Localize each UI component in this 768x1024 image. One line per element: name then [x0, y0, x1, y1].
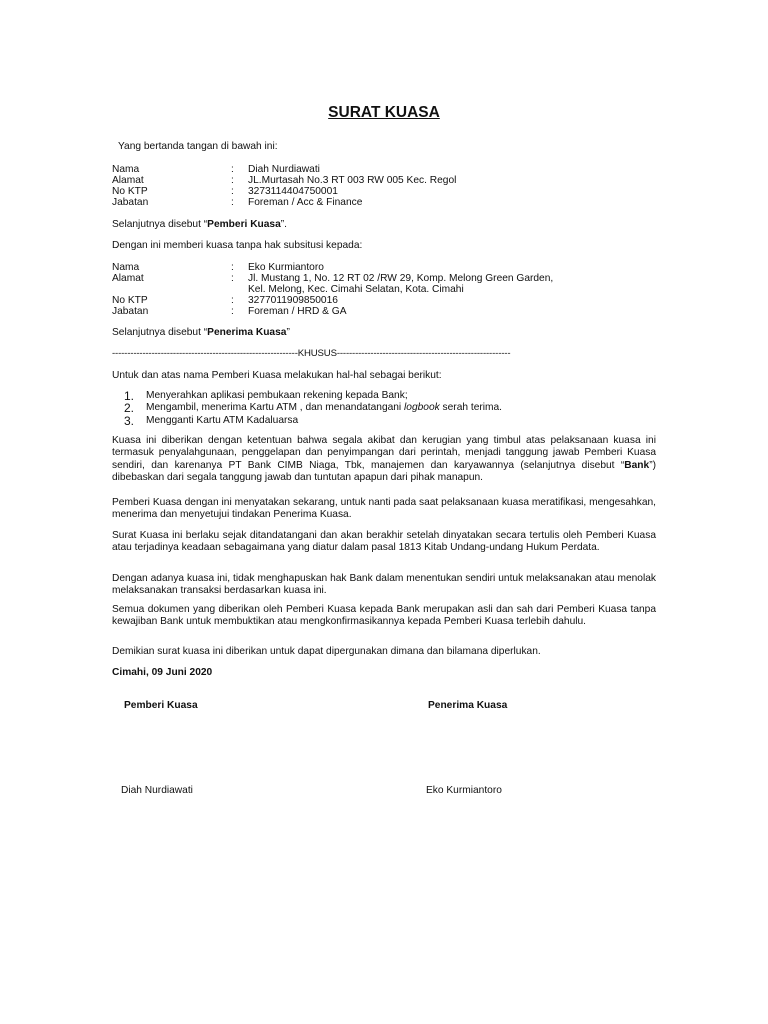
giver-name-value: Diah Nurdiawati [248, 164, 320, 175]
paragraph-documents: Semua dokumen yang diberikan oleh Pemberi Kuasa kepada Bank merupakan asli dan sah dari Pemberi Kuasa tanpa kewajiban Bank untuk membuktikan atau mengkonfirmasikannya kepada Pemberi Kuasa terlebih dahulu. [112, 604, 656, 628]
khusus-divider: -------------------------------------------------------------KHUSUS--------------------------------------------------------- [112, 348, 511, 359]
receiver-designation-bold: Penerima Kuasa [207, 327, 287, 338]
field-label: Alamat [112, 273, 144, 284]
bank-bold: Bank [624, 459, 650, 471]
receiver-address-line2: Kel. Melong, Kec. Cimahi Selatan, Kota. Cimahi [248, 284, 464, 295]
paragraph-ratification: Pemberi Kuasa dengan ini menyatakan sekarang, untuk nanti pada saat pelaksanaan kuasa meratifikasi, mengesahkan, menerima dan menyetujui tindakan Penerima Kuasa. [112, 497, 656, 521]
field-colon: : [231, 295, 234, 306]
giver-position-value: Foreman / Acc & Finance [248, 197, 363, 208]
paragraph-liability: Kuasa ini diberikan dengan ketentuan bahwa segala akibat dan kerugian yang timbul atas pelaksanaan kuasa ini termasuk penyalahgunaan, penggelapan dan penyimpangan dari perintah, menjadi tanggung jawab Pemberi Kuasa sendiri, dan karenanya PT Bank CIMB Niaga, Tbk, manajemen dan karyawannya (selanjutnya disebut “Bank”) dibebaskan dari segala tanggung jawab dan tuntutan apapun dari pihak manapun. [112, 435, 656, 484]
purpose-text: Untuk dan atas nama Pemberi Kuasa melakukan hal-hal sebagai berikut: [112, 370, 442, 381]
field-colon: : [231, 306, 234, 317]
field-label: No KTP [112, 295, 148, 306]
list-number: 2. [124, 401, 135, 416]
giver-address-value: JL.Murtasah No.3 RT 003 RW 005 Kec. Regol [248, 175, 457, 186]
transfer-text: Dengan ini memberi kuasa tanpa hak subsitusi kepada: [112, 240, 363, 251]
receiver-position-value: Foreman / HRD & GA [248, 306, 347, 317]
place-date: Cimahi, 09 Juni 2020 [112, 667, 213, 678]
receiver-designation: Selanjutnya disebut “Penerima Kuasa” [112, 327, 290, 338]
field-colon: : [231, 197, 234, 208]
list-text: Mengganti Kartu ATM Kadaluarsa [146, 414, 299, 426]
field-label: No KTP [112, 186, 148, 197]
field-colon: : [231, 175, 234, 186]
giver-designation: Selanjutnya disebut “Pemberi Kuasa”. [112, 219, 288, 230]
field-colon: : [231, 164, 234, 175]
field-colon: : [231, 262, 234, 273]
list-number: 1. [124, 389, 135, 403]
closing-text: Demikian surat kuasa ini diberikan untuk dapat dipergunakan dimana dan bilamana diperlukan. [112, 646, 541, 657]
receiver-ktp-value: 3277011909850016 [248, 295, 338, 306]
field-label: Jabatan [112, 306, 149, 317]
field-label: Jabatan [112, 197, 149, 208]
signature-name-receiver: Eko Kurmiantoro [426, 785, 502, 796]
paragraph-bank-rights: Dengan adanya kuasa ini, tidak menghapuskan hak Bank dalam menentukan sendiri untuk melaksanakan atau menolak melaksanakan transaksi berdasarkan kuasa ini. [112, 573, 656, 597]
signature-role-receiver: Penerima Kuasa [428, 700, 508, 711]
document-title: SURAT KUASA [328, 104, 440, 121]
field-colon: : [231, 273, 234, 284]
list-text: Menyerahkan aplikasi pembukaan rekening kepada Bank; [146, 390, 408, 401]
field-colon: : [231, 186, 234, 197]
field-label: Nama [112, 262, 140, 273]
giver-ktp-value: 3273114404750001 [248, 186, 338, 197]
giver-designation-bold: Pemberi Kuasa [207, 219, 281, 230]
signature-role-giver: Pemberi Kuasa [124, 700, 198, 711]
logbook-italic: logbook [404, 402, 440, 414]
receiver-name-value: Eko Kurmiantoro [248, 262, 324, 273]
signature-name-giver: Diah Nurdiawati [121, 785, 193, 796]
field-label: Nama [112, 164, 140, 175]
field-label: Alamat [112, 175, 144, 186]
intro-text: Yang bertanda tangan di bawah ini: [118, 141, 278, 152]
receiver-address-line1: Jl. Mustang 1, No. 12 RT 02 /RW 29, Komp. Melong Green Garden, [248, 273, 554, 284]
list-number: 3. [124, 413, 135, 428]
list-text: Mengambil, menerima Kartu ATM , dan menandatangani logbook serah terima. [146, 402, 502, 414]
paragraph-validity: Surat Kuasa ini berlaku sejak ditandatangani dan akan berakhir setelah dinyatakan secara tertulis oleh Pemberi Kuasa atau terjadinya keadaan sebagaimana yang diatur dalam pasal 1813 Kitab Undang-undang Hukum Perdata. [112, 530, 656, 554]
